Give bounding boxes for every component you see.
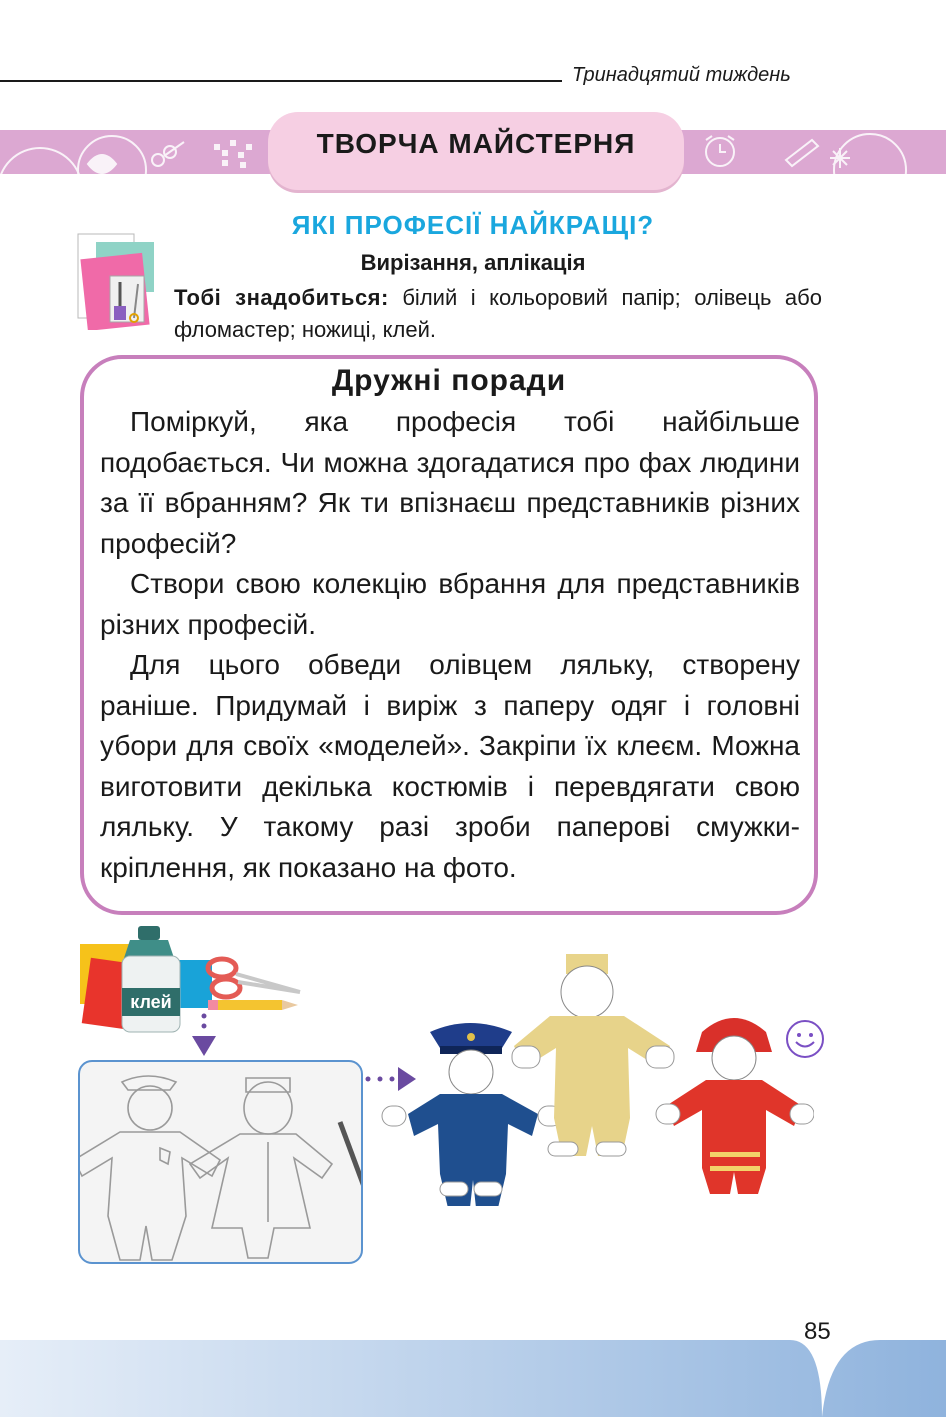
arrow-down-icon — [192, 1036, 216, 1056]
lesson-title: ЯКІ ПРОФЕСІЇ НАЙКРАЩІ? — [291, 210, 655, 240]
tips-paragraph: Поміркуй, яка професія тобі найбільше подобається. Чи можна здогадатися про фах людини за її вбранням? Як ти впізнаєш представників різних професій? — [100, 406, 800, 559]
scissors-icon — [152, 142, 184, 166]
tips-paragraph: Для цього обведи олівцем ляльку, створену раніше. Придумай і виріж з паперу одяг і головні убори для своїх «моделей». Закріпи їх клеєм. Можна виготовити декілька костюмів і перевдягати свою ляльку. У такому разі зроби паперові смужки-кріплення, як показано на фото. — [100, 649, 800, 883]
paper-supplies-icon — [76, 230, 156, 330]
sketch-photo — [78, 1060, 363, 1264]
snowflake-icon — [830, 148, 850, 168]
smiley-icon — [784, 1018, 826, 1060]
page-number: 85 — [804, 1318, 831, 1345]
banner-title: ТВОРЧА МАЙСТЕРНЯ — [316, 128, 636, 159]
tips-body — [100, 402, 800, 888]
pencil-icon — [208, 1000, 298, 1010]
materials-label: Тобі знадобиться: — [174, 285, 389, 310]
lesson-subtitle: Вирізання, аплікація — [360, 250, 586, 275]
glue-label: клей — [130, 992, 172, 1012]
pixel-flowers-icon — [214, 140, 252, 168]
alarm-clock-icon — [706, 136, 734, 166]
footer-band — [0, 1340, 946, 1417]
scissors-icon — [208, 959, 300, 997]
materials-text: білий і кольоровий папір; олівець або фломастер; ножиці, клей. — [174, 285, 822, 342]
materials-line — [174, 282, 822, 346]
doll-outline-sketch — [80, 1062, 363, 1264]
leaf-icon — [88, 155, 116, 173]
tips-paragraph: Створи свою колекцію вбрання для представників різних професій. — [100, 568, 800, 640]
dressed-dolls-photo — [370, 946, 814, 1206]
glue-bottle-icon — [122, 926, 180, 1032]
week-label: Тринадцятий тиждень — [572, 64, 791, 86]
pencil-icon — [786, 140, 818, 166]
craft-supplies-illustration — [76, 922, 306, 1056]
doctor-doll — [512, 954, 674, 1156]
tips-title: Дружні поради — [331, 364, 567, 397]
header-rule — [0, 80, 562, 82]
